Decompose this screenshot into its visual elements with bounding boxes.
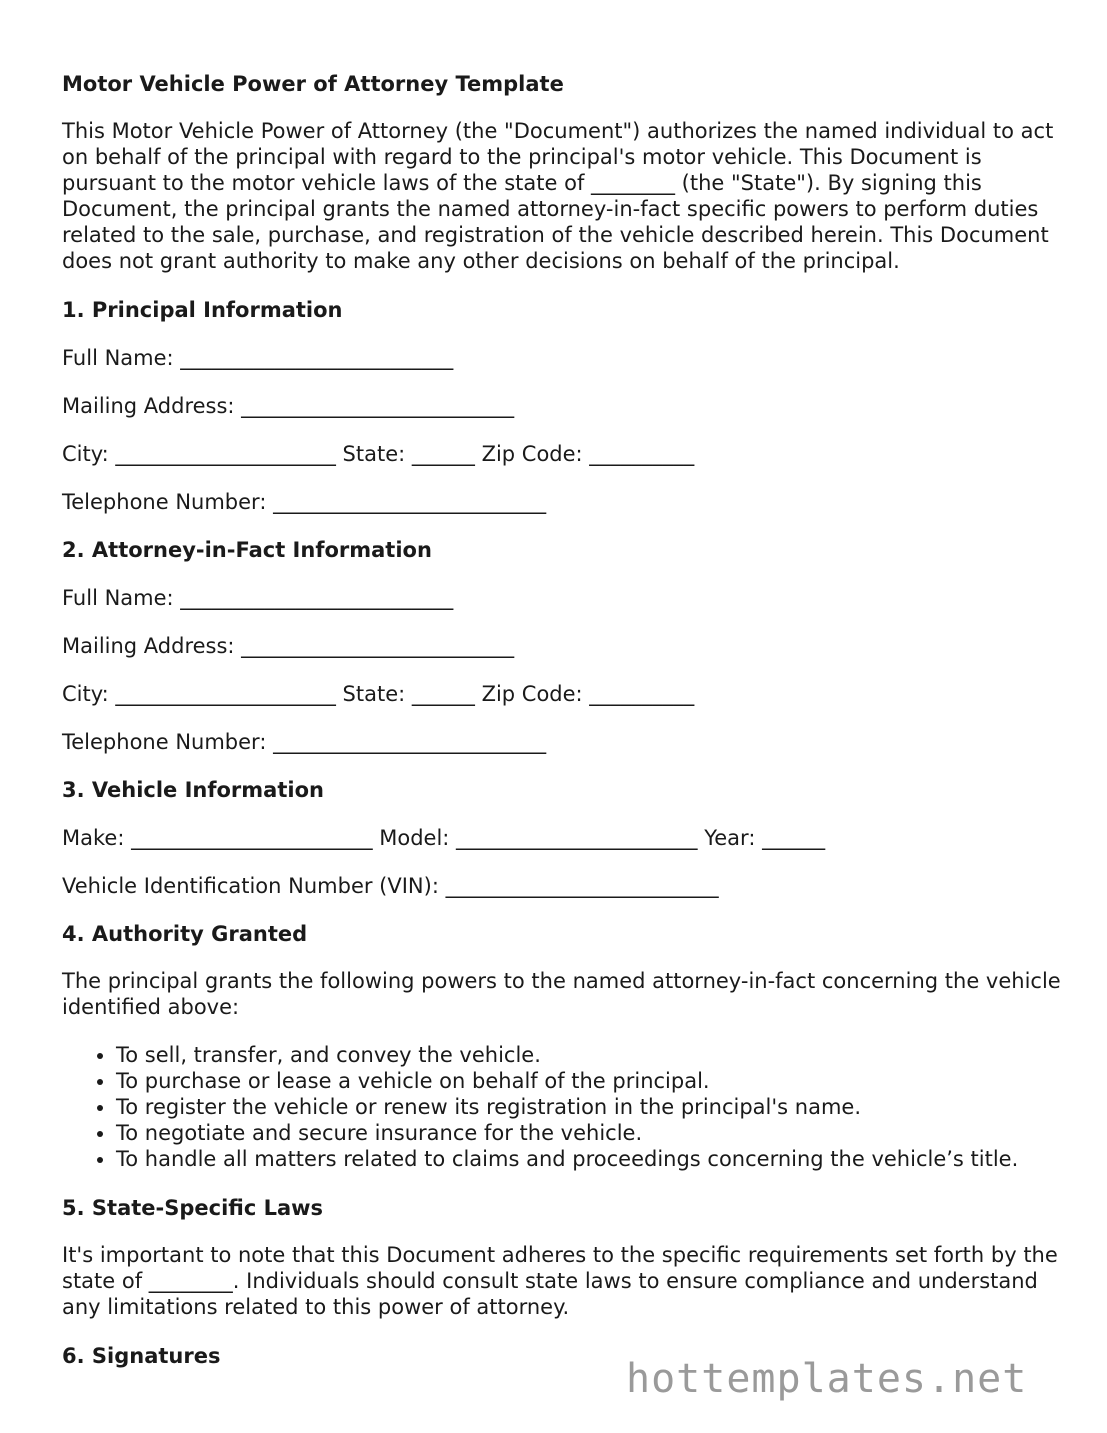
principal-city-state-zip-field: City: _____________________ State: ______ Zip Code: __________	[62, 442, 695, 466]
state-laws-section	[62, 1194, 1062, 1320]
attorney-heading: 2. Attorney-in-Fact Information	[62, 538, 432, 562]
principal-heading: 1. Principal Information	[62, 298, 343, 322]
intro-paragraph: This Motor Vehicle Power of Attorney (the "Document") authorizes the named individual to act on behalf of the principal with regard to the principal's motor vehicle. This Document is pursuant to the motor vehicle laws of the state of ________ (the "State"). By signing this Document, the principal grants the named attorney-in-fact specific powers to perform duties related to the sale, purchase, and registration of the vehicle described herein. This Document does not grant authority to make any other decisions on behalf of the principal.	[62, 119, 1054, 273]
list-item: • To negotiate and secure insurance for the vehicle.	[116, 1120, 1062, 1146]
attorney-telephone-field: Telephone Number: __________________________	[62, 730, 547, 754]
list-item: • To register the vehicle or renew its registration in the principal's name.	[116, 1094, 1062, 1120]
principal-full-name-field: Full Name: __________________________	[62, 346, 454, 370]
vehicle-make-model-year-field: Make: _______________________ Model: _______________________ Year: ______	[62, 826, 826, 850]
authority-intro: The principal grants the following powers to the named attorney-in-fact concerning the vehicle identified above:	[62, 969, 1061, 1019]
vehicle-section	[62, 776, 1062, 900]
authority-section	[62, 920, 1062, 1172]
attorney-mailing-address-field: Mailing Address: __________________________	[62, 634, 515, 658]
signatures-heading: 6. Signatures	[62, 1344, 221, 1368]
watermark-text: hottemplates.net	[626, 1356, 1028, 1402]
attorney-city-state-zip-field: City: _____________________ State: ______ Zip Code: __________	[62, 682, 695, 706]
principal-section	[62, 296, 1062, 516]
vehicle-heading: 3. Vehicle Information	[62, 778, 324, 802]
powers-list	[62, 1042, 1062, 1172]
document-title: Motor Vehicle Power of Attorney Template	[62, 72, 564, 96]
document-page	[62, 70, 1062, 1390]
list-item: • To purchase or lease a vehicle on behalf of the principal.	[116, 1068, 1062, 1094]
attorney-section	[62, 536, 1062, 756]
vehicle-vin-field: Vehicle Identification Number (VIN): __________________________	[62, 874, 719, 898]
authority-heading: 4. Authority Granted	[62, 922, 308, 946]
list-item: • To sell, transfer, and convey the vehicle.	[116, 1042, 1062, 1068]
state-laws-text: It's important to note that this Document adheres to the specific requirements set forth by the state of ________. Individuals should consult state laws to ensure compliance and understand any limitations related to this power of attorney.	[62, 1243, 1058, 1319]
principal-telephone-field: Telephone Number: __________________________	[62, 490, 547, 514]
state-laws-heading: 5. State-Specific Laws	[62, 1196, 324, 1220]
principal-mailing-address-field: Mailing Address: __________________________	[62, 394, 515, 418]
list-item: • To handle all matters related to claims and proceedings concerning the vehicle’s title.	[116, 1146, 1062, 1172]
attorney-full-name-field: Full Name: __________________________	[62, 586, 454, 610]
